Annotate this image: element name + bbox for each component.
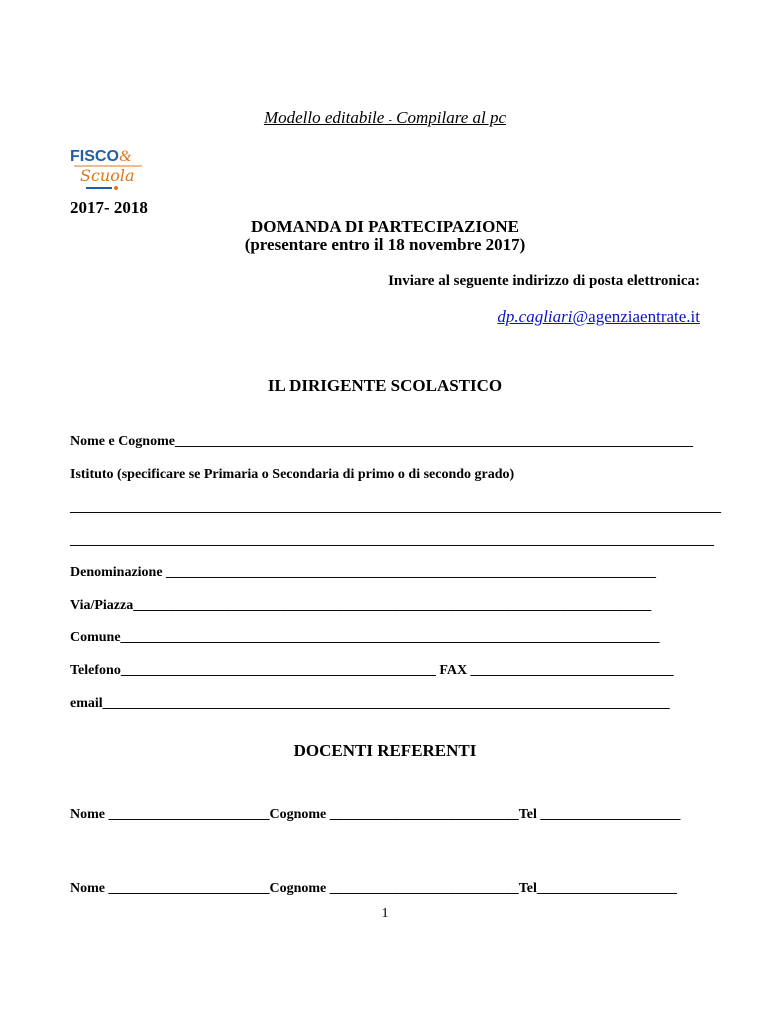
logo-dot	[114, 186, 118, 190]
send-instruction: Inviare al seguente indirizzo di posta elettronica:	[388, 273, 700, 289]
header-note	[0, 108, 770, 128]
logo-graphic	[68, 143, 148, 195]
fill-note: Compilare al pc	[396, 108, 507, 127]
email-field[interactable]: email_________________________________________________________________________________	[70, 696, 670, 711]
teachers-heading: DOCENTI REFERENTI	[293, 741, 477, 760]
editable-note: Modello editabile	[263, 108, 385, 127]
institute-label: Istituto (specificare se Primaria o Secondaria di primo o di secondo grado)	[70, 467, 515, 482]
page-title: DOMANDA DI PARTECIPAZIONE	[251, 217, 519, 236]
email-local-part: dp.cagliari	[497, 307, 573, 326]
school-year: 2017- 2018	[70, 198, 148, 217]
institute-field-line-2[interactable]: ____________________________________________________________________________________________	[70, 533, 714, 548]
town-field[interactable]: Comune_____________________________________________________________________________	[70, 630, 660, 645]
teacher-row-2[interactable]: Nome _______________________Cognome ___________________________Tel____________________	[70, 881, 677, 896]
principal-name-field[interactable]: Nome e Cognome__________________________________________________________________________	[70, 434, 693, 449]
logo-ampersand: &	[119, 148, 132, 165]
principal-heading: IL DIRIGENTE SCOLASTICO	[267, 376, 503, 395]
logo-word-bottom: Scuola	[80, 166, 135, 185]
denomination-field[interactable]: Denominazione ______________________________________________________________________	[70, 565, 657, 580]
page-number: 1	[381, 906, 389, 921]
deadline-note: (presentare entro il 18 novembre 2017)	[244, 235, 526, 254]
title-block	[0, 218, 770, 254]
email-domain: @agenziaentrate.it	[572, 307, 700, 326]
submission-email-link[interactable]	[497, 307, 700, 327]
street-field[interactable]: Via/Piazza__________________________________________________________________________	[70, 598, 652, 613]
header-separator: -	[388, 115, 392, 126]
teacher-row-1[interactable]: Nome _______________________Cognome ___________________________Tel ____________________	[70, 807, 681, 822]
phone-fax-field[interactable]: Telefono_____________________________________________ FAX _____________________________	[70, 663, 674, 678]
fisco-scuola-logo	[68, 143, 148, 195]
institute-field-line-1[interactable]: _____________________________________________________________________________________________	[70, 500, 721, 515]
logo-word-top: FISCO	[70, 148, 119, 165]
